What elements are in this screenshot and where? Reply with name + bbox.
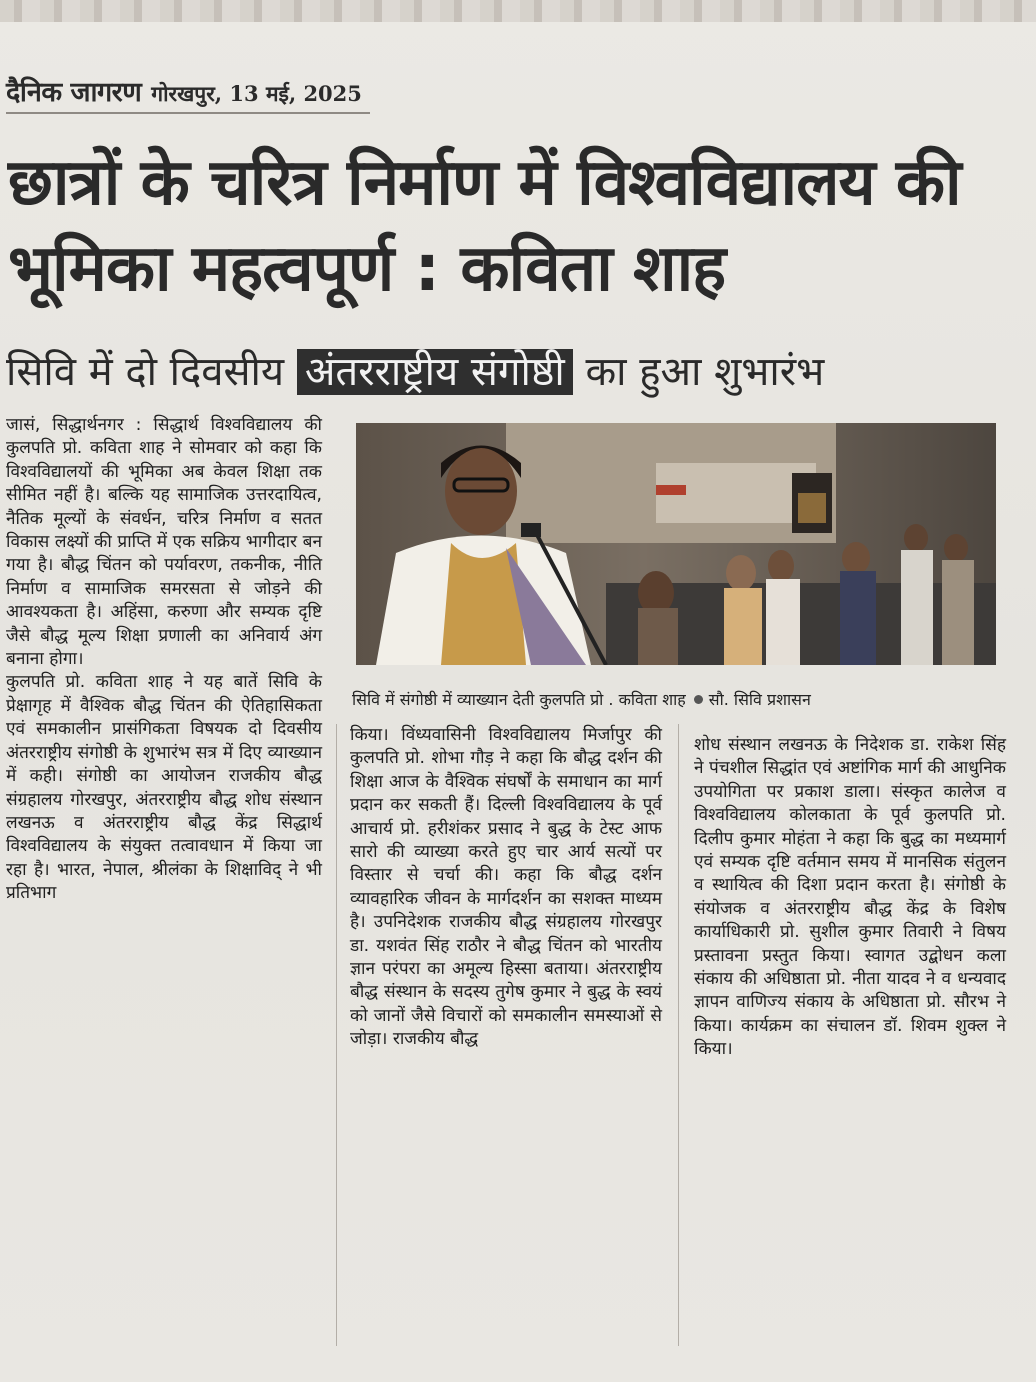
place-date: गोरखपुर, 13 मई, 2025 — [151, 81, 362, 106]
caption-text: सिवि में संगोष्ठी में व्याख्यान देती कुलपति प्रो . कविता शाह — [352, 690, 686, 709]
subhead-text-end: का हुआ शुभारंभ — [572, 349, 825, 395]
subheadline — [6, 338, 1026, 410]
masthead: दैनिक जागरण — [6, 77, 142, 108]
event-photo — [356, 423, 996, 665]
bullet-dot-icon — [694, 695, 703, 704]
photo-credit: सौ. सिवि प्रशासन — [708, 690, 811, 709]
article-paragraph: जासं, सिद्धार्थनगर : सिद्धार्थ विश्वविद्यालय की कुलपति प्रो. कविता शाह ने सोमवार को कहा कि विश्वविद्यालयों की भूमिका अब केवल शिक्षा तक सीमित नहीं है। बल्कि यह सामाजिक उत्तरदायित्व, नैतिक मूल्यों के संवर्धन, चरित्र निर्माण व सतत विकास लक्ष्यों की प्राप्ति में एक सक्रिय भागीदार बन गया है। बौद्ध चिंतन को पर्यावरण, तकनीक, नीति निर्माण व सामाजिक समरसता से जोड़ने की आवश्यकता है। अहिंसा, करुणा और सम्यक दृष्टि जैसे बौद्ध मूल्य शिक्षा प्रणाली का अनिवार्य अंग बनाना होगा। — [6, 415, 322, 670]
photo-caption — [352, 688, 1012, 710]
dateline — [6, 72, 370, 114]
column-divider — [678, 724, 679, 1346]
headline: छात्रों के चरित्र निर्माण में विश्वविद्यालय की भूमिका महत्वपूर्ण : कविता शाह — [8, 146, 961, 306]
column-divider — [336, 724, 337, 1346]
article-column-3: शोध संस्थान लखनऊ के निदेशक डा. राकेश सिंह ने पंचशील सिद्धांत एवं अष्टांगिक मार्ग की आधुनिक उपयोगिता पर प्रकाश डाला। संस्कृत कालेज व विश्वविद्यालय कोलकाता के पूर्व कुलपति प्रो. दिलीप कुमार मोहंता ने कहा कि बुद्ध का मध्यमार्ग एवं सम्यक दृष्टि वर्तमान समय में मानसिक संतुलन व स्थायित्व की दिशा प्रदान करता है। संगोष्ठी के संयोजक व अंतरराष्ट्रीय बौद्ध केंद्र के विशेष कार्याधिकारी प्रो. सुशील कुमार तिवारी ने विषय प्रस्तावना प्रस्तुत किया। स्वागत उद्बोधन कला संकाय की अधिष्ठाता प्रो. नीता यादव ने व धन्यवाद ज्ञापन वाणिज्य संकाय के अधिष्ठाता प्रो. सौरभ ने किया। कार्यक्रम का संचालन डॉ. शिवम शुक्ल ने किया। — [694, 735, 1006, 1060]
article-column-2: किया। विंध्यवासिनी विश्वविद्यालय मिर्जापुर की कुलपति प्रो. शोभा गौड़ ने कहा कि बौद्ध दर्शन की शिक्षा आज के वैश्विक संघर्षों के समाधान का मार्ग प्रदान कर सकती हैं। दिल्ली विश्वविद्यालय के पूर्व आचार्य प्रो. हरीशंकर प्रसाद ने बुद्ध के टेस्ट आफ सारो की व्याख्या करते हुए चार आर्य सत्यों पर विस्तार से चर्चा की। कहा कि बौद्ध दर्शन व्यावहारिक जीवन के मार्गदर्शन का सशक्त माध्यम है। उपनिदेशक राजकीय बौद्ध संग्रहालय गोरखपुर डा. यशवंत सिंह राठौर ने बौद्ध चिंतन को भारतीय ज्ञान परंपरा का अमूल्य हिस्सा बताया। अंतरराष्ट्रीय बौद्ध संस्थान के सदस्य तुगेष कुमार ने बुद्ध के स्वयं को जानों जैसे विचारों को समकालीन समस्याओं से जोड़ा। राजकीय बौद्ध — [350, 725, 662, 1050]
subhead-text-start: सिवि में दो दिवसीय — [6, 349, 297, 395]
subhead-highlight: अंतरराष्ट्रीय संगोष्ठी — [297, 349, 573, 395]
speaker-photo-illustration — [356, 423, 996, 665]
torn-top-edge — [0, 0, 1036, 22]
article-paragraph: कुलपति प्रो. कविता शाह ने यह बातें सिवि के प्रेक्षागृह में वैश्विक बौद्ध चिंतन की ऐतिहासिकता एवं समकालीन प्रासंगिकता विषयक दो दिवसीय अंतरराष्ट्रीय संगोष्ठी के शुभारंभ सत्र में दिए व्याख्यान में कही। संगोष्ठी का आयोजन राजकीय बौद्ध संग्रहालय गोरखपुर, अंतरराष्ट्रीय बौद्ध शोध संस्थान लखनऊ व अंतरराष्ट्रीय बौद्ध केंद्र सिद्धार्थ विश्वविद्यालय के संयुक्त तत्वावधान में किया जा रहा है। भारत, नेपाल, श्रीलंका के शिक्षाविद् ने भी प्रतिभाग — [6, 672, 322, 904]
article-column-1 — [6, 414, 322, 906]
